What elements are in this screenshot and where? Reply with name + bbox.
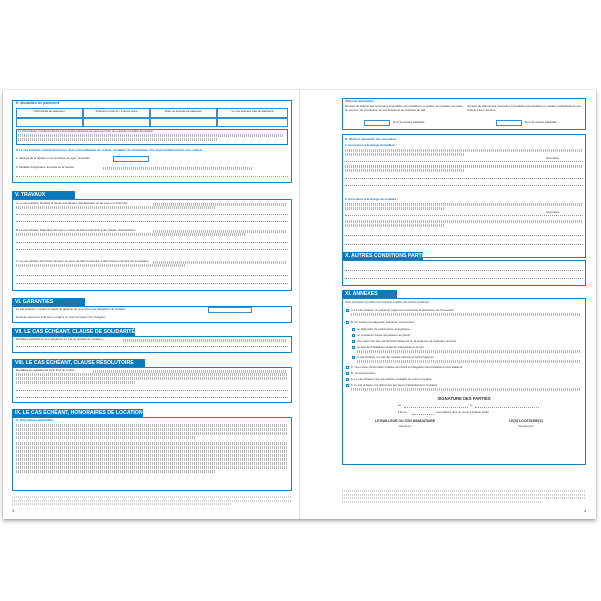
body-text-line <box>16 454 287 457</box>
travaux-item-b: B. Le cas échéant, Majoration du loyer en cours de bail consécutive à des travaux d'amélioration <box>16 228 136 232</box>
annex-checkbox[interactable] <box>346 384 349 387</box>
travaux-header: V. TRAVAUX <box>12 191 75 199</box>
autres-conditions-box <box>342 260 586 286</box>
body-text-line <box>16 432 287 435</box>
place-fill-line[interactable] <box>475 407 539 408</box>
signature-place-label: à <box>470 404 472 407</box>
annex-item: B. Un dossier de diagnostic technique comprenant : <box>351 320 416 324</box>
locataire-fees-label: honoraires <box>546 210 560 214</box>
detail-title: B. Détail et répartition des honoraires <box>345 137 397 141</box>
body-text-line <box>123 339 287 342</box>
body-text-line <box>16 446 287 449</box>
annex-checkbox[interactable] <box>346 321 349 324</box>
bailleur-signature-label: LE BAILLEUR OU SON MANDATAIRE <box>375 419 435 423</box>
body-text-line <box>16 373 287 376</box>
signature-copies-text: exemplaires dont un remis à chaque partie <box>436 410 489 414</box>
fill-line <box>16 242 288 243</box>
annex-item: E. Le cas échéant, une autorisation préalable de mise en location <box>351 377 433 381</box>
body-text-line <box>18 138 218 141</box>
reevaluation-title: F. Le cas échéant, exclusivement lors d'un renouvellement de contrat, modalités de réévaluation d'un loyer manifestement sous-évalué : <box>16 148 204 152</box>
garanties-header: VI. GARANTIES <box>12 298 85 306</box>
annex-checkbox[interactable] <box>346 309 349 312</box>
body-text-line <box>345 165 583 168</box>
fill-line <box>16 221 288 222</box>
right-page <box>300 90 596 519</box>
body-text-line <box>357 350 581 353</box>
body-text-line <box>16 206 216 209</box>
body-text-line <box>345 149 583 152</box>
body-text-line <box>103 167 253 170</box>
body-text-line <box>16 442 287 445</box>
travaux-item-c: C. Le cas échéant, Diminution de loyer en cours de bail consécutive à des travaux entrepris par le locataire <box>16 259 149 263</box>
body-text-line <box>351 388 581 391</box>
solidarite-header: VII. LE CAS ÉCHÉANT, CLAUSE DE SOLIDARITÉ <box>12 328 135 336</box>
page-number-left: 3 <box>12 509 14 513</box>
payment-section-title: E. Modalités de paiement <box>16 101 59 105</box>
body-text-line <box>16 466 287 469</box>
body-text-line <box>345 207 445 210</box>
body-text-line <box>345 153 465 156</box>
fill-line <box>345 235 583 236</box>
travaux-box <box>12 199 292 291</box>
annex-item: A. Le cas échéant, un extrait du règlement concernant la destination de l'immeuble <box>351 308 454 312</box>
annex-item: D. Un état des lieux <box>351 371 376 375</box>
annex-checkbox[interactable] <box>352 356 355 359</box>
guarantee-text: Garantie autonome (inférieur ou égal à un mois de loyers hors charges) : <box>16 315 107 319</box>
body-text-line <box>16 233 246 236</box>
travaux-item-a: A. Le cas échéant, Montant et nature des travaux d'amélioration ou de mise en conformité <box>16 201 128 205</box>
annex-item: un constat de risque d'exposition au plomb ; <box>357 333 412 337</box>
rent-change-field[interactable] <box>113 156 149 162</box>
deposit-text: Le cas échéant, montant du dépôt de garantie de l'exécution des obligations du locataire : <box>16 307 128 311</box>
plafond-etat-lieux-field[interactable] <box>496 120 522 126</box>
body-text-line <box>16 381 136 384</box>
footnote-line <box>342 501 542 503</box>
annexes-intro: Sont annexées et jointes au contrat de location les pièces suivantes : <box>345 300 431 304</box>
annex-item: une copie d'un état mentionnant l'absence ou la présence de matériaux amiante ; <box>357 339 458 343</box>
fill-line <box>16 346 288 347</box>
bailleur-signature-sub: Signature <box>398 424 412 428</box>
signature-date-label: Le <box>398 403 402 407</box>
table-cell[interactable] <box>83 118 150 127</box>
fill-line <box>345 215 583 216</box>
annexes-header: XI. ANNEXES <box>342 290 397 298</box>
body-text-line <box>16 458 287 461</box>
plafond-visite-unit: €/m² de surface habitable <box>393 120 425 124</box>
table-cell[interactable] <box>150 118 217 127</box>
annex-item: C. Une notice d'information relative aux droits et obligations des locataires et des bailleurs <box>351 365 463 369</box>
table-cell[interactable] <box>217 118 288 127</box>
footnote-line <box>342 497 586 499</box>
date-fill-line[interactable] <box>404 407 468 408</box>
fill-line <box>16 249 288 250</box>
fill-line <box>345 161 583 162</box>
fill-line <box>345 270 583 271</box>
copies-fill-line[interactable] <box>412 414 434 415</box>
locataire-fees-title: 2. Honoraires à la charge du locataire : <box>345 197 399 201</box>
first-payment-text: Le cas échéant, montant total dû à la première échéance de paiement pour une période complète de location : <box>18 129 155 133</box>
annex-checkbox[interactable] <box>346 372 349 375</box>
annex-checkbox[interactable] <box>352 328 355 331</box>
reevaluation-item-2: 2. Modalité d'application annuelle de la hausse : <box>16 165 76 169</box>
footnote-line <box>342 490 586 492</box>
body-text-line <box>16 462 287 465</box>
annex-item: F. Le cas échéant, les références aux loyers habituellement constatés <box>351 383 438 387</box>
plafond-visite-field[interactable] <box>364 120 390 126</box>
bailleur-fees-title: 1. Honoraires à la charge du bailleur : <box>345 143 397 147</box>
body-text-line <box>345 203 583 206</box>
locataire-signature-label: LE(S) LOCATAIRE(S) <box>509 419 543 423</box>
table-header-cell: Périodicité du paiement <box>16 108 83 118</box>
body-text-line <box>18 134 284 137</box>
table-header-cell: Date ou période de paiement <box>150 108 217 118</box>
annex-checkbox[interactable] <box>346 366 349 369</box>
plafond-etat-lieux-text: Montant du plafond des honoraires imputables aux locataires en matière d'établissement de l'état des lieux d'entrée <box>467 104 581 112</box>
body-text-line <box>345 169 465 172</box>
honoraires-header: IX. LE CAS ÉCHÉANT, HONORAIRES DE LOCATION <box>12 409 143 417</box>
signature-title: SIGNATURE DES PARTIES <box>437 396 491 401</box>
annex-item: un état de l'installation intérieure d'électricité et de gaz ; <box>357 345 426 349</box>
fill-line <box>16 397 288 398</box>
fill-line <box>16 390 288 391</box>
table-cell[interactable] <box>16 118 83 127</box>
fill-line <box>345 244 583 245</box>
table-header-cell: Paiement à échoir / à terme échu <box>83 108 150 118</box>
body-text-line <box>16 470 216 473</box>
body-text-line <box>16 428 287 431</box>
signature-copies-label: Fait en <box>398 410 407 414</box>
footnote-line <box>12 496 292 498</box>
annex-item: un diagnostic de performance énergétique ; <box>357 327 411 331</box>
body-text-line <box>16 436 196 439</box>
autres-conditions-header: X. AUTRES CONDITIONS PARTICULIÈRES <box>342 252 423 260</box>
annex-item: le cas échéant, un état des risques naturels et technologiques. <box>357 355 435 359</box>
annex-checkbox[interactable] <box>352 346 355 349</box>
footnote-line <box>12 500 292 502</box>
left-page <box>3 90 299 519</box>
deposit-field[interactable] <box>208 307 252 313</box>
body-text-line <box>16 450 287 453</box>
fill-line <box>345 178 583 179</box>
plafond-etat-lieux-unit: €/m² de surface habitable <box>525 120 557 124</box>
plafond-visite-text: Montant du plafond des honoraires imputables aux locataires en matière de prestation de visite du preneur, de constitution de son dossier et de rédaction de bail <box>345 104 463 112</box>
body-text-line <box>16 424 287 427</box>
body-text-line <box>357 360 581 363</box>
solidarite-text: Modalités particulières des obligations en cas de pluralité de locataires <box>16 337 104 341</box>
locataire-signature-sub: Signature(s) <box>518 424 534 428</box>
reevaluation-item-1: 1. Montant de la hausse ou de la baisse de loyer mensuelle : <box>16 156 92 160</box>
resolutoire-header: VIII. LE CAS ÉCHÉANT, CLAUSE RÉSOLUTOIRE <box>12 359 145 367</box>
annex-checkbox[interactable] <box>352 334 355 337</box>
fill-line <box>16 275 288 276</box>
footnote-line <box>342 494 586 496</box>
honoraires-subtitle: A. Dispositions applicables <box>16 418 54 422</box>
fill-line <box>16 176 288 177</box>
page-number-right: 4 <box>584 509 586 513</box>
body-text-line <box>16 377 287 380</box>
bailleur-fees-label: honoraires <box>546 156 560 160</box>
table-header-cell: Le cas échéant, lieu de paiement <box>217 108 288 118</box>
body-text-line <box>351 313 581 316</box>
fill-line <box>16 214 288 215</box>
fill-line <box>345 278 583 279</box>
body-text-line <box>16 264 186 267</box>
fill-line <box>345 185 583 186</box>
fill-line <box>16 283 288 284</box>
plafonds-title: Plafonds applicables : <box>345 99 376 103</box>
document-spread <box>3 90 596 519</box>
footnote-line <box>12 503 232 505</box>
resolutoire-text: Modalités de résiliation de plein droit du contrat <box>16 368 75 372</box>
annex-checkbox[interactable] <box>352 340 355 343</box>
body-text-line <box>345 224 445 227</box>
body-text-line <box>345 220 583 223</box>
annex-checkbox[interactable] <box>346 378 349 381</box>
